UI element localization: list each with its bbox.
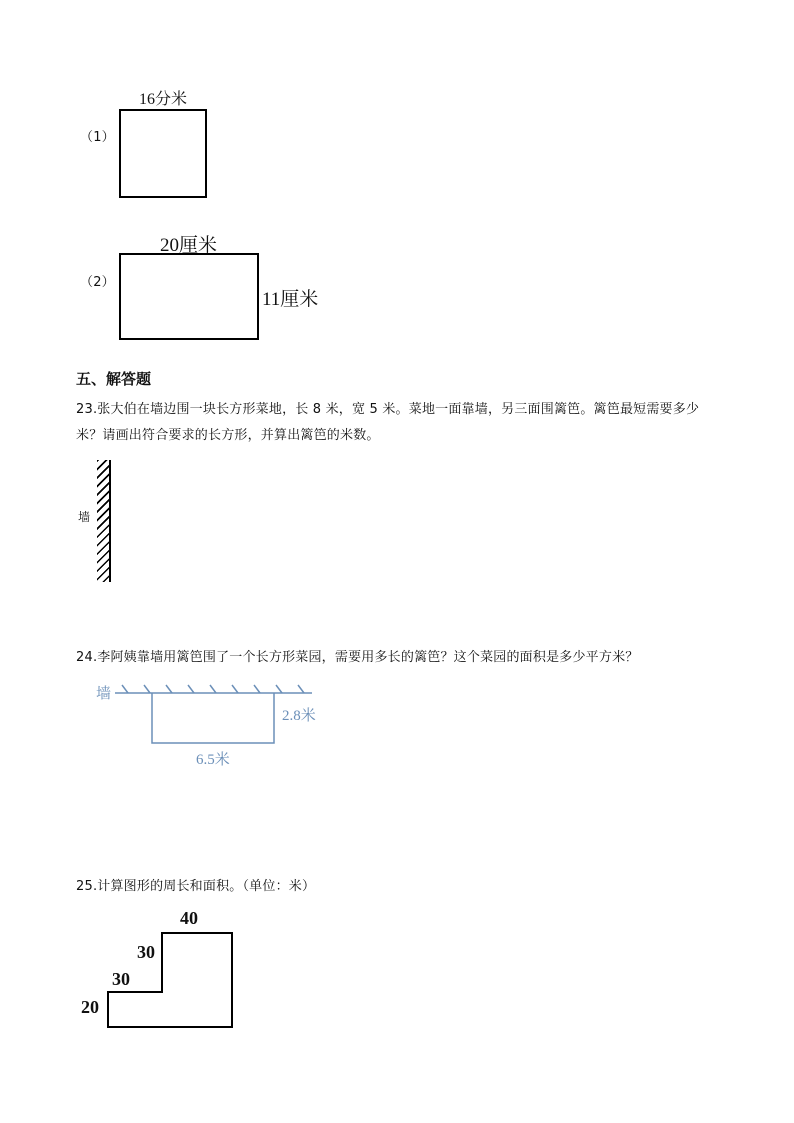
figure2-index: （2） bbox=[80, 275, 115, 290]
section-heading: 五、解答题 bbox=[76, 370, 152, 388]
figure1-index: （1） bbox=[80, 130, 115, 145]
q24-fence bbox=[152, 693, 274, 743]
q24-side-label: 2.8米 bbox=[282, 708, 316, 724]
q23-wall-label: 墙 bbox=[78, 510, 91, 524]
q25-label-20: 20 bbox=[81, 997, 99, 1017]
q25-label-30-upper: 30 bbox=[137, 942, 155, 962]
q25-text: 25.计算图形的周长和面积。（单位：米） bbox=[76, 879, 316, 894]
q25-label-40: 40 bbox=[180, 908, 198, 928]
figure2-top-label: 20厘米 bbox=[160, 235, 218, 256]
q24-wall-label: 墙 bbox=[96, 686, 112, 702]
figure1-square bbox=[119, 109, 207, 198]
q24-bottom-label: 6.5米 bbox=[196, 752, 230, 768]
figure2-rectangle bbox=[119, 253, 259, 340]
q25-label-30-lower: 30 bbox=[112, 969, 130, 989]
q24-text: 24.李阿姨靠墙用篱笆围了一个长方形菜园，需要用多长的篱笆？这个菜园的面积是多少平方米？ bbox=[76, 650, 639, 665]
q23-text-line1: 23.张大伯在墙边围一块长方形菜地，长 8 米，宽 5 米。菜地一面靠墙，另三面围篱笆。篱笆最短需要多少 bbox=[76, 402, 700, 417]
figure2-side-label: 11厘米 bbox=[262, 289, 319, 310]
figure1-top-label: 16分米 bbox=[139, 91, 188, 108]
q23-wall bbox=[97, 460, 111, 582]
q23-text-line2: 米？请画出符合要求的长方形，并算出篱笆的米数。 bbox=[76, 428, 380, 443]
